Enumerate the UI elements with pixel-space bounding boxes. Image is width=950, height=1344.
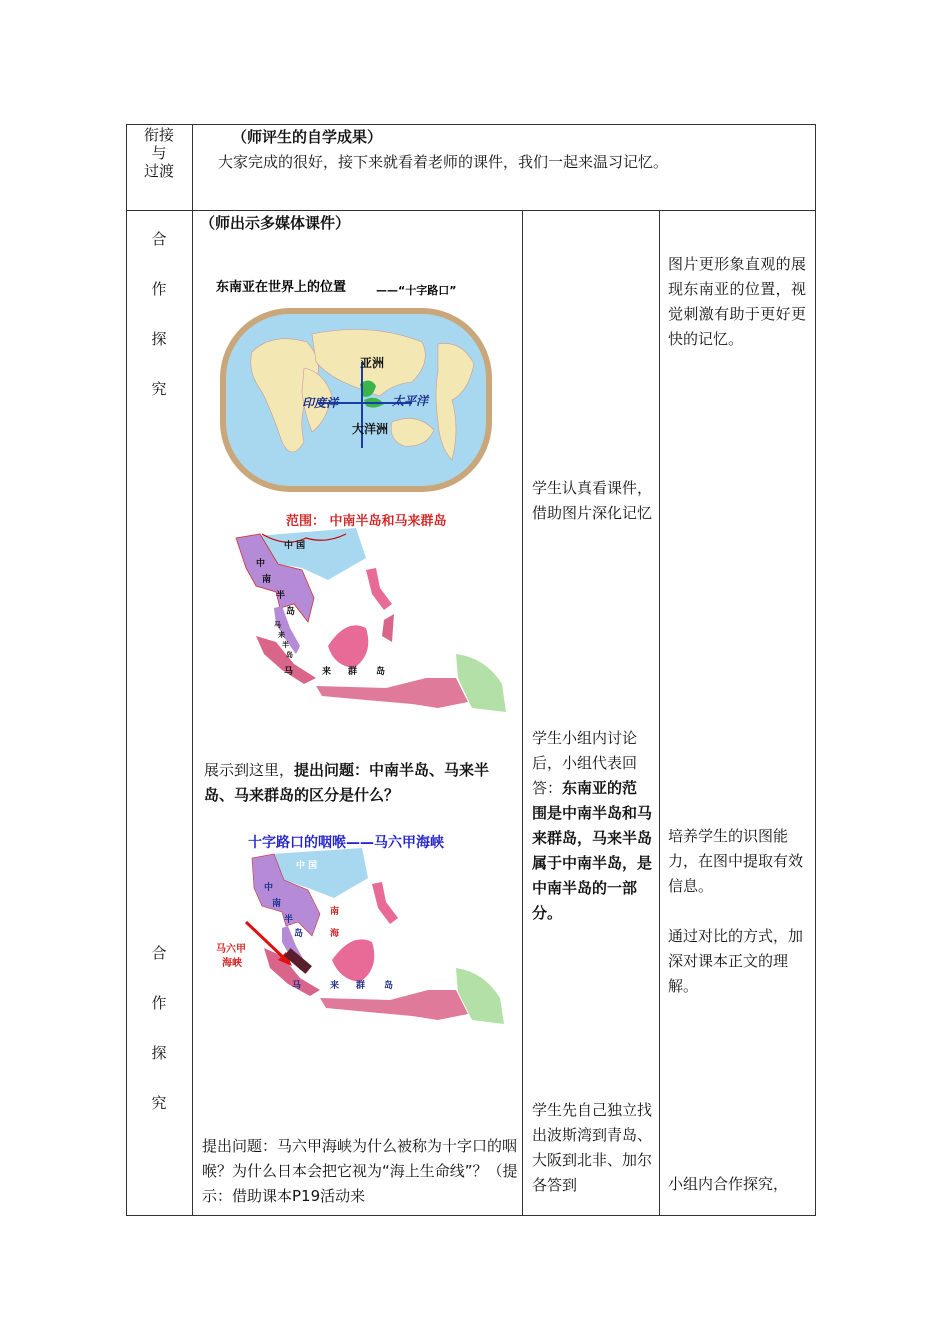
question-1 (204, 758, 518, 808)
label-char: 探 (151, 330, 167, 348)
label-char: 马 (274, 621, 281, 629)
label-char: 究 (151, 380, 167, 398)
column-divider (522, 210, 523, 1216)
map1-title: 东南亚在世界上的位置 (216, 280, 347, 295)
column-divider (659, 210, 660, 1216)
label-char: 南 (272, 899, 282, 909)
row1-label-char: 与 (151, 144, 167, 162)
southeast-asia-map-image (216, 508, 516, 724)
column-divider (192, 124, 193, 1216)
label-strait: 海峡 (222, 958, 242, 969)
row-divider (126, 210, 816, 211)
label-char: 岛 (384, 981, 394, 991)
row1-text: 大家完成的很好，接下来就看着老师的课件，我们一起来温习记忆。 (218, 153, 669, 171)
label-china: 中 国 (296, 861, 318, 871)
label-char: 中 (264, 883, 274, 893)
student-activity-1: 学生认真看课件，借助图片深化记忆 (532, 479, 653, 522)
student-activity-3: 学生先自己独立找出波斯湾到青岛、大阪到北非、加尔各答到 (532, 1101, 653, 1194)
label-char: 来 (322, 667, 332, 677)
student-activity-2-bold: 东南亚的范围是中南半岛和马来群岛，马来半岛属于中南半岛，是中南半岛的一部分。 (532, 779, 653, 922)
label-char: 来 (330, 981, 340, 991)
table-border-top (126, 124, 816, 125)
label-char: 岛 (286, 651, 293, 659)
design-intent-1: 图片更形象直观的展现东南亚的位置，视觉刺激有助于更好更快的记忆。 (668, 255, 806, 348)
table-border-right (815, 124, 816, 1216)
label-char: 半 (284, 915, 294, 925)
label-char: 群 (356, 981, 366, 991)
label-char: 马 (284, 667, 294, 677)
row1-label-char: 衔接 (143, 126, 174, 144)
design-intent-4: 小组内合作探究， (668, 1175, 789, 1193)
map1-subtitle: ——“十字路口” (376, 284, 457, 297)
label-char: 作 (151, 280, 167, 298)
label-char: 海 (330, 929, 340, 939)
world-map-figure (212, 272, 502, 498)
label-char: 来 (278, 631, 285, 639)
label-char: 半 (276, 591, 286, 601)
row2-label-bottom (126, 942, 192, 1142)
question-1-bold: 提出问题：中南半岛、马来半岛、马来群岛的区分是什么？ (204, 761, 490, 804)
teacher-heading: （师出示多媒体课件） (200, 214, 351, 232)
label-char: 合 (151, 230, 167, 248)
label-char: 合 (151, 944, 167, 962)
question-1-lead: 展示到这里， (204, 761, 295, 779)
label-char: 岛 (286, 607, 296, 617)
label-char: 究 (151, 1094, 167, 1112)
malacca-strait-figure (212, 828, 512, 1034)
label-char: 南 (330, 907, 340, 917)
label-pacific-ocean: 太平洋 (392, 394, 429, 408)
student-activity-2-lead: 学生小组内讨论后，小组代表回答： (532, 729, 638, 797)
label-asia: 亚洲 (360, 356, 385, 370)
row1-label (126, 126, 192, 180)
map2-title: 范围： 中南半岛和马来群岛 (286, 514, 447, 529)
label-char: 南 (262, 575, 272, 585)
label-char: 马 (292, 981, 302, 991)
label-char: 探 (151, 1044, 167, 1062)
row1-heading: （师评生的自学成果） (232, 128, 383, 146)
row1-label-char: 过渡 (143, 162, 174, 180)
southeast-asia-extent-figure (216, 508, 516, 724)
malacca-map-image (212, 828, 512, 1034)
label-char: 岛 (376, 667, 386, 677)
label-strait: 马六甲 (216, 944, 246, 955)
label-char: 作 (151, 994, 167, 1012)
label-china: 中 国 (284, 541, 306, 551)
map3-title: 十字路口的咽喉——马六甲海峡 (248, 835, 444, 851)
question-2: 提出问题：马六甲海峡为什么被称为十字口的咽喉？为什么日本会把它视为“海上生命线”？（提示：借助课本P19活动来 (202, 1137, 518, 1205)
student-activity-2 (532, 726, 652, 926)
label-indian-ocean: 印度洋 (302, 396, 339, 410)
table-border-bottom (126, 1215, 816, 1216)
lesson-table (126, 124, 816, 1216)
label-oceania: 大洋洲 (352, 422, 389, 436)
label-char: 中 (256, 559, 266, 569)
label-char: 岛 (294, 929, 304, 939)
design-intent-2: 培养学生的识图能力，在图中提取有效信息。 (668, 827, 804, 895)
label-char: 群 (348, 667, 358, 677)
world-map-image (212, 272, 502, 498)
label-char: 半 (282, 641, 289, 649)
design-intent-3: 通过对比的方式，加深对课本正文的理解。 (668, 927, 804, 995)
row2-label-top (126, 228, 192, 428)
